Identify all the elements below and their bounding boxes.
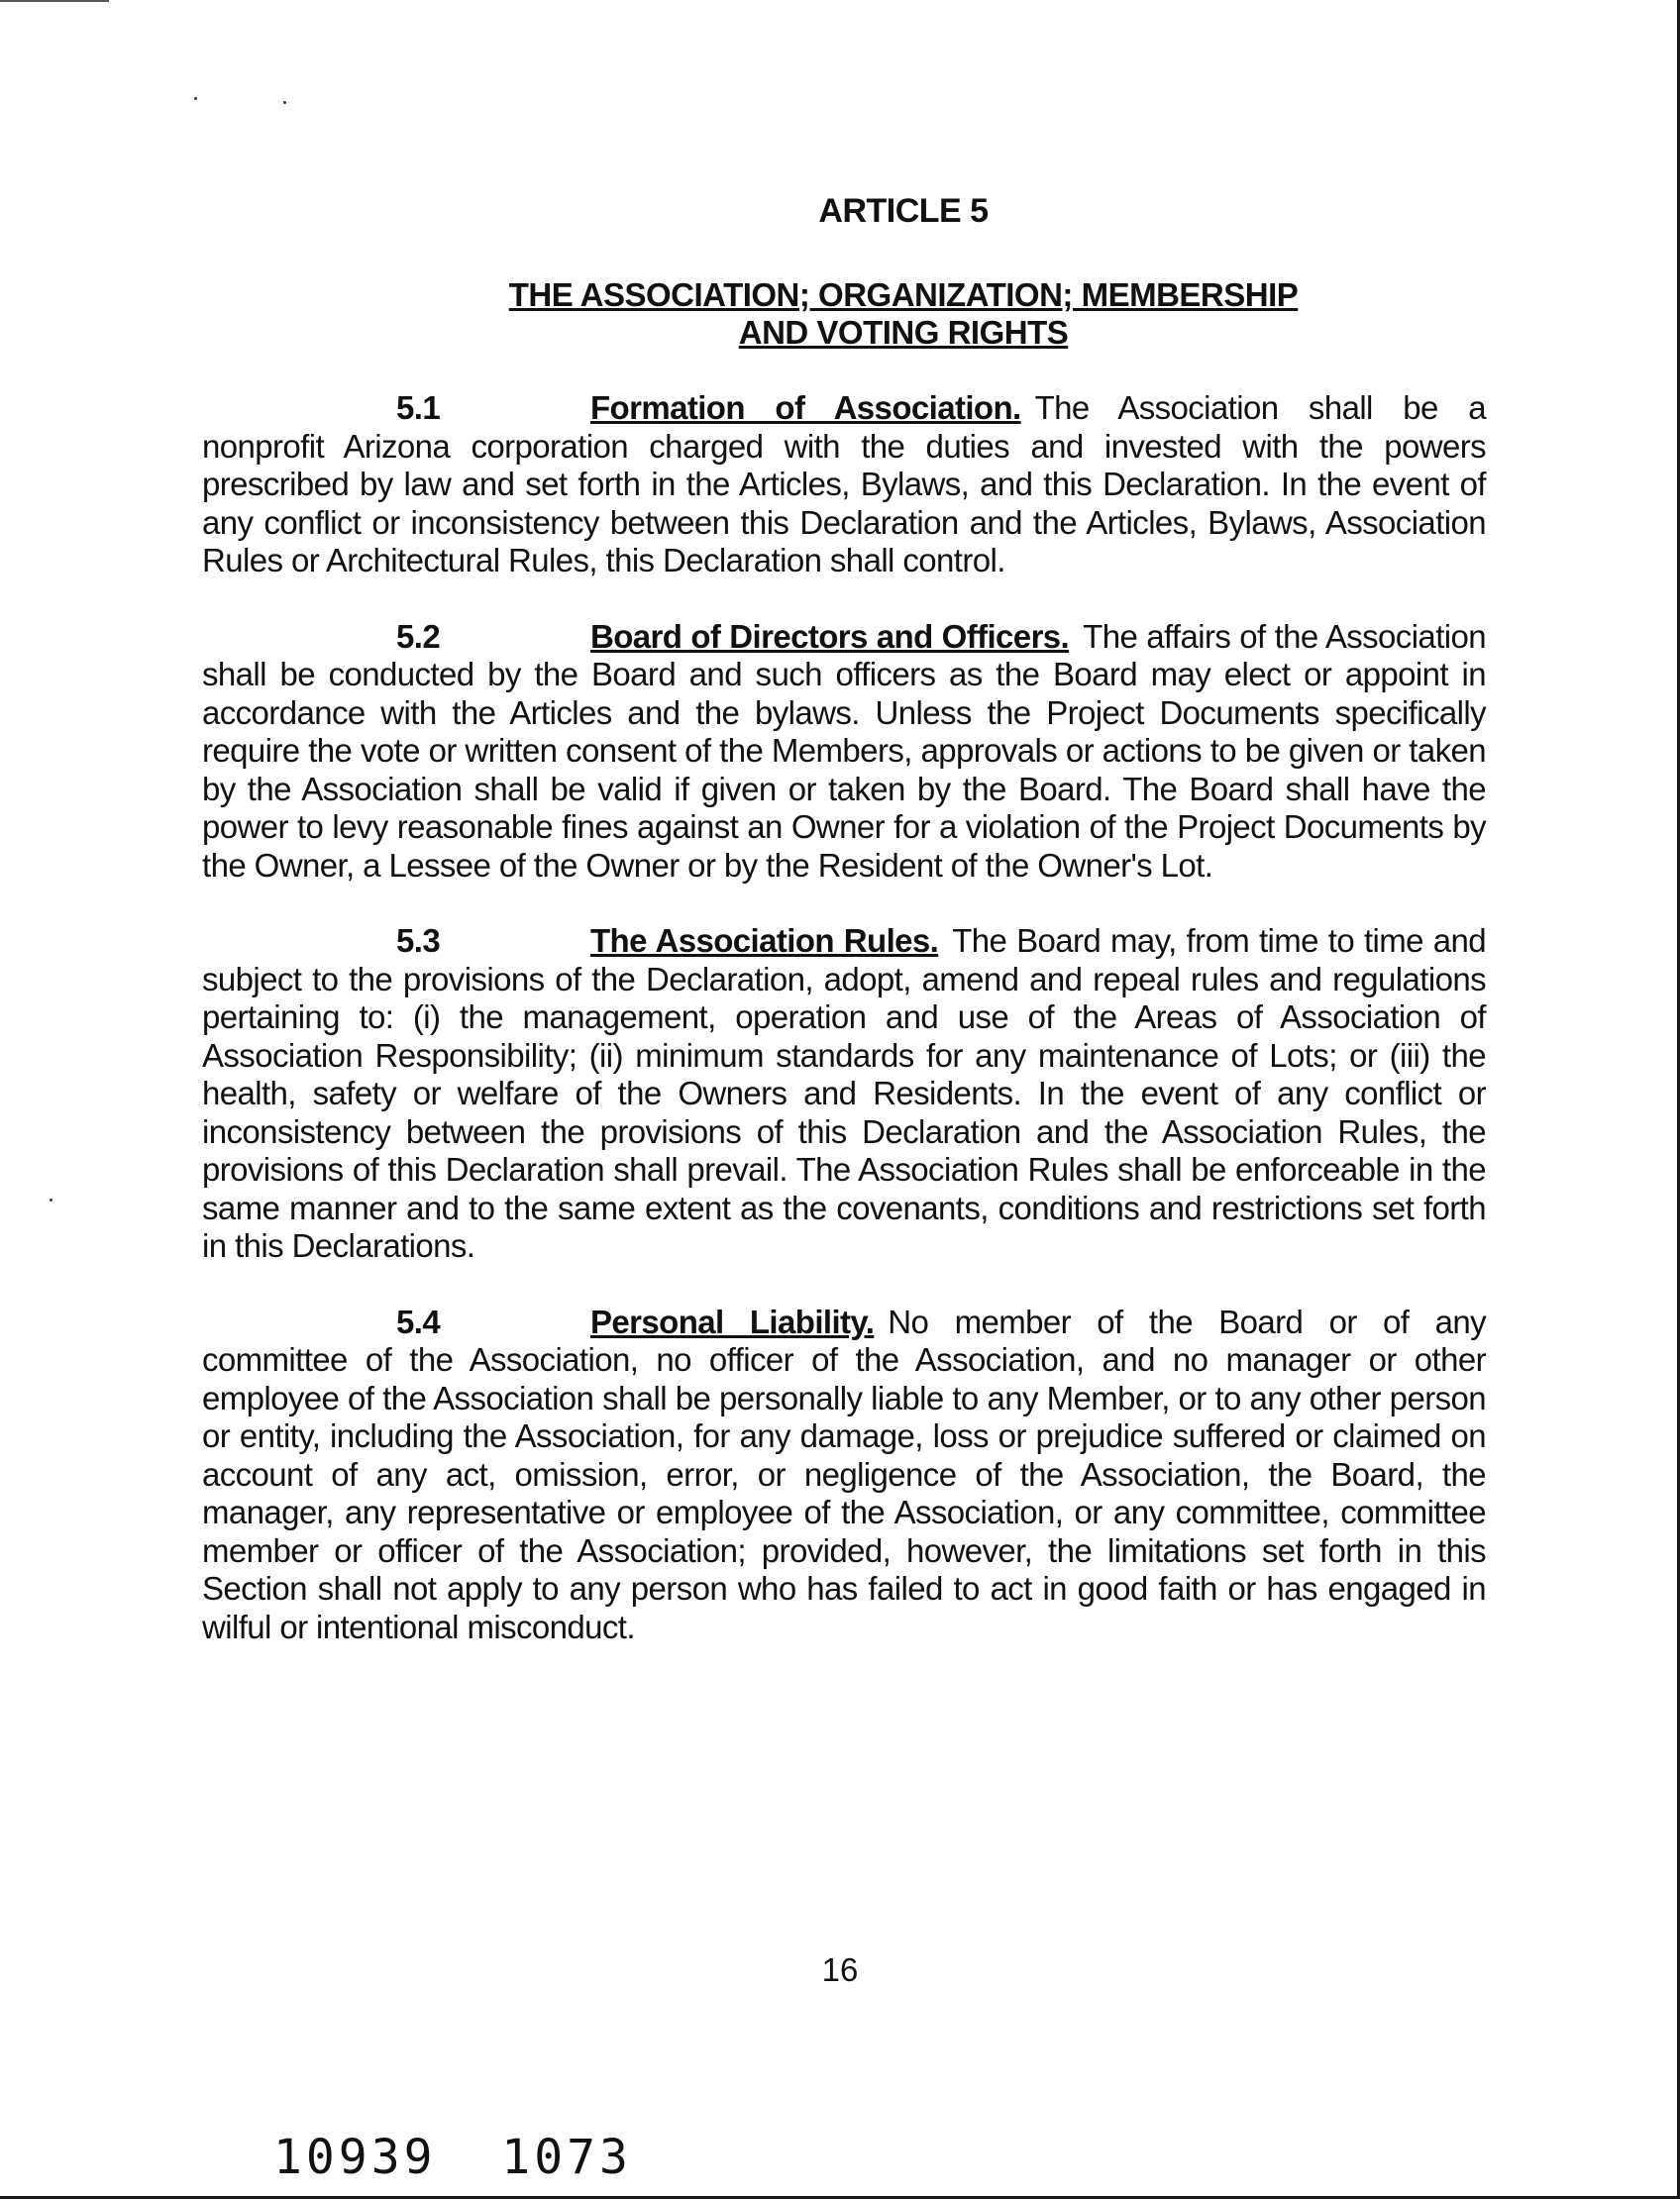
section-text: The affairs of the Association shall be conducted by the Board and such officers as the Board may elect or appoint in accordance with the Articles and the bylaws. Unless the Project Documents specifically require the vote or written consent of the Members, approvals or actions to be given or taken by the Association shall be valid if given or taken by the Board. The Board shall have the power to levy reasonable fines against an Owner for a violation of the Project Documents by the Owner, a Lessee of the Owner or by the Resident of the Owner's Lot. (202, 617, 1486, 884)
section-5-1 (202, 389, 1486, 580)
section-text: No member of the Board or of any committee of the Association, no officer of the Association, and no manager or other employee of the Association shall be personally liable to any Member, or to any other person or entity, including the Association, for any damage, loss or prejudice suffered or claimed on account of any act, omission, error, or negligence of the Association, the Board, the manager, any representative or employee of the Association, or any committee, committee member or officer of the Association; provided, however, the limitations set forth in this Section shall not apply to any person who has failed to act in good faith or has engaged in wilful or intentional misconduct. (202, 1303, 1487, 1645)
section-heading: Board of Directors and Officers. (590, 617, 1070, 655)
scan-speck (283, 101, 286, 104)
section-text: The Board may, from time to time and subject to the provisions of the Declaration, adopt, amend and repeal rules and regulations pertaining to: (i) the management, operation and use of the Areas of Association of Association Responsibility; (ii) minimum standards for any maintenance of Lots; or (iii) the health, safety or welfare of the Owners and Residents. In the event of any conflict or inconsistency between the provisions of this Declaration and the Association Rules, the provisions of this Declaration shall prevail. The Association Rules shall be enforceable in the same manner and to the same extent as the covenants, conditions and restrictions set forth in this Declarations. (202, 922, 1486, 1264)
section-number: 5.1 (396, 389, 441, 426)
section-5-2 (202, 618, 1486, 886)
section-number: 5.2 (396, 617, 441, 655)
scan-speck (50, 1199, 52, 1202)
section-heading: Personal Liability. (590, 1303, 875, 1340)
article-subtitle (321, 276, 1486, 352)
article-title: ARTICLE 5 (818, 192, 989, 230)
article-subtitle-line2: AND VOTING RIGHTS (738, 314, 1069, 351)
section-number: 5.3 (396, 922, 441, 959)
section-heading: Formation of Association. (590, 389, 1021, 426)
section-5-3 (202, 922, 1486, 1266)
section-number: 5.4 (396, 1303, 441, 1340)
section-5-4 (202, 1304, 1486, 1647)
section-heading: The Association Rules. (590, 922, 939, 959)
document-body (202, 178, 1486, 1646)
scan-speck (194, 97, 197, 100)
document-number: 10939 1073 (273, 2130, 632, 2185)
page-number: 16 (821, 1951, 859, 1988)
article-subtitle-line1: THE ASSOCIATION; ORGANIZATION; MEMBERSHIP (508, 276, 1299, 313)
scan-edge-top (0, 0, 109, 2)
section-text: The Association shall be a nonprofit Arizona corporation charged with the duties and invested with the powers prescribed by law and set forth in the Articles, Bylaws, and this Declaration. In the event of any conflict or inconsistency between this Declaration and the Articles, Bylaws, Association Rules or Architectural Rules, this Declaration shall control. (202, 389, 1486, 578)
